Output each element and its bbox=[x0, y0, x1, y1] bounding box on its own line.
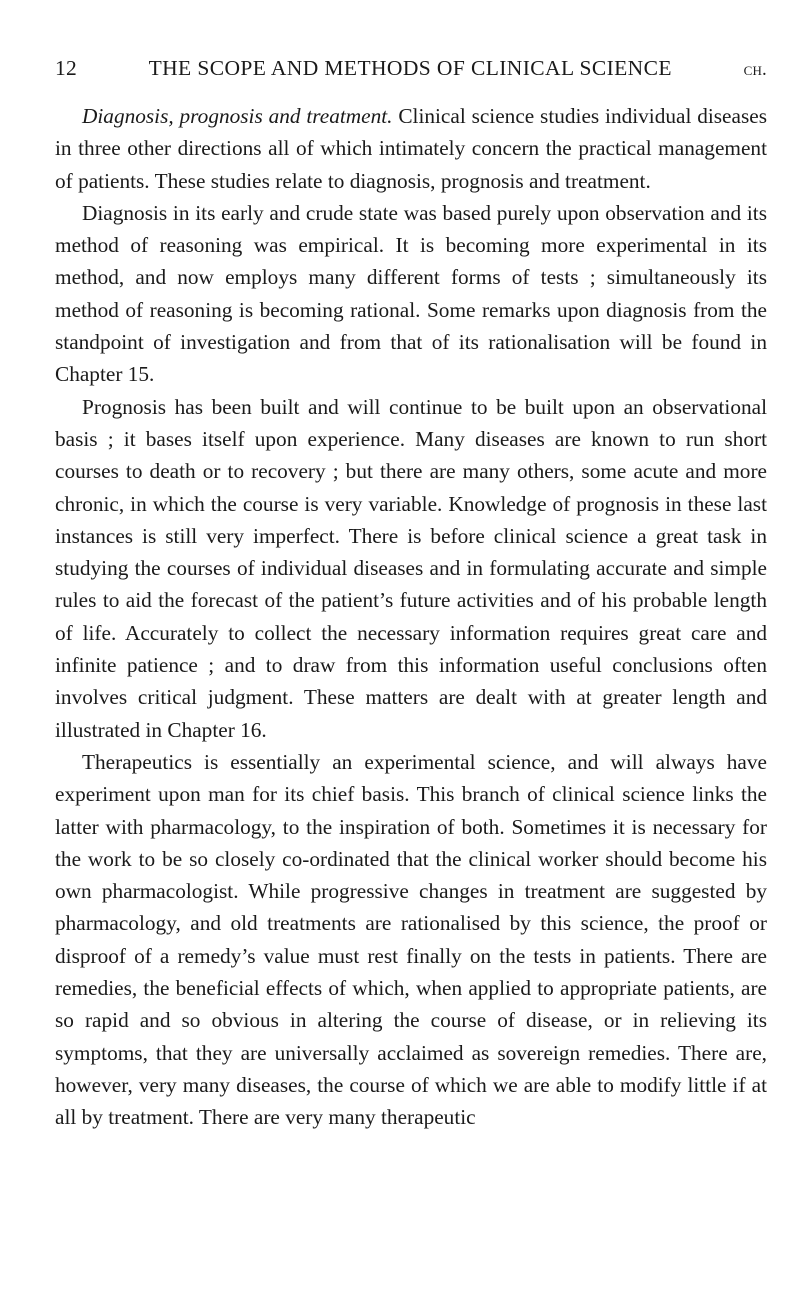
paragraph-prognosis bbox=[55, 391, 767, 746]
section-run-in-heading: Diagnosis, prognosis and treatment. bbox=[82, 104, 393, 128]
paragraph-text: Therapeutics is essentially an experimental science, and will always have experiment upon man for its chief basis. This branch of clinical science links the latter with pharmacology, to the inspiration of both. Sometimes it is necessary for the work to be so closely co-ordinated that the clinical worker should become his own pharmacologist. While progressive changes in treatment are suggested by pharmacology, and old treatments are rationalised by this science, the proof or disproof of a remedy’s value must rest finally on the tests in patients. There are remedies, the beneficial effects of which, when applied to appropriate patients, are so rapid and so obvious in altering the course of disease, or in relieving its symptoms, that they are universally acclaimed as sovereign remedies. There are, however, very many diseases, the course of which we are able to modify little if at all by treatment. There are very many therapeutic bbox=[55, 749, 767, 1130]
running-title: THE SCOPE AND METHODS OF CLINICAL SCIENCE bbox=[148, 56, 672, 80]
paragraph-text: Clinical science studies individual diseases in three other directions all of which intimately concern the practical management of patients. These studies relate to diagnosis, prognosis and treatment. bbox=[55, 104, 767, 193]
page-number: 12 bbox=[55, 56, 77, 80]
paragraph-diagnosis bbox=[55, 197, 767, 391]
chapter-abbrev: ch. bbox=[743, 59, 767, 80]
paragraph-therapeutics bbox=[55, 746, 767, 1134]
body-text bbox=[55, 100, 767, 1134]
paragraph-text: Prognosis has been built and will continue to be built upon an observational basis ; it bases itself upon experience. Many diseases are known to run short courses to death or to recovery ; but there are many others, some acute and more chronic, in which the course is very variable. Knowledge of prognosis in these last instances is still very imperfect. There is before clinical science a great task in studying the courses of individual diseases and in formulating accurate and simple rules to aid the forecast of the patient’s future activities and of his probable length of life. Accurately to collect the necessary information requires great care and infinite patience ; and to draw from this information useful conclusions often involves critical judgment. These matters are dealt with at greater length and illustrated in Chapter 16. bbox=[55, 394, 767, 742]
paragraph-text: Diagnosis in its early and crude state was based purely upon observation and its method of reasoning was empirical. It is becoming more experimental in its method, and now employs many different forms of tests ; simultaneously its method of reasoning is becoming rational. Some remarks upon diagnosis from the standpoint of investigation and from that of its rationalisation will be found in Chapter 15. bbox=[55, 200, 767, 387]
paragraph-diagnosis-prognosis-treatment bbox=[55, 100, 767, 197]
running-head bbox=[55, 56, 767, 90]
book-page bbox=[55, 56, 767, 1134]
